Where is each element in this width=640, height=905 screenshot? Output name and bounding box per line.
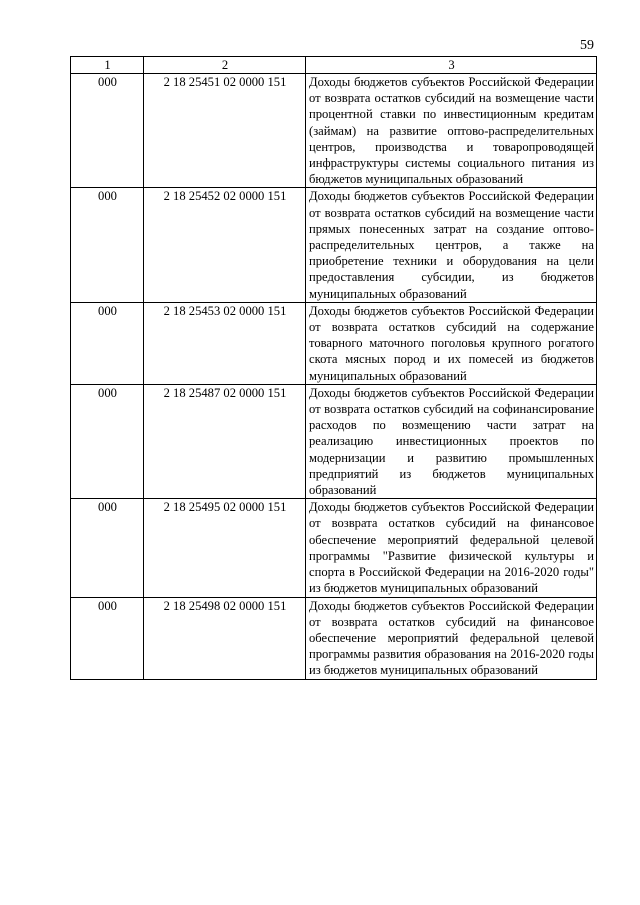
description-cell: Доходы бюджетов субъектов Российской Федерации от возврата остатков субсидий на содержание товарного маточного поголовья крупного рогатого скота мясных пород и их помесей из бюджетов муниципальных образований [306,302,597,384]
kbk-code-cell: 2 18 25451 02 0000 151 [144,74,306,188]
table-row [71,302,597,384]
table-row [71,188,597,302]
description-cell: Доходы бюджетов субъектов Российской Федерации от возврата остатков субсидий на возмещение части прямых понесенных затрат на создание оптово-распределительных центров, а также на приобретение техники и оборудования на цели предоставления субсидии, из бюджетов муниципальных образований [306,188,597,302]
table-row [71,499,597,597]
kbk-code-cell: 2 18 25453 02 0000 151 [144,302,306,384]
table-row [71,597,597,679]
admin-code-cell: 000 [71,597,144,679]
description-cell: Доходы бюджетов субъектов Российской Федерации от возврата остатков субсидий на софинансирование расходов по возмещению части затрат на реализацию инвестиционных проектов по модернизации и развитию промышленных предприятий из бюджетов муниципальных образований [306,384,597,498]
kbk-code-cell: 2 18 25487 02 0000 151 [144,384,306,498]
admin-code-cell: 000 [71,302,144,384]
description-cell: Доходы бюджетов субъектов Российской Федерации от возврата остатков субсидий на финансовое обеспечение мероприятий федеральной целевой программы развития образования на 2016-2020 годы из бюджетов муниципальных образований [306,597,597,679]
description-cell: Доходы бюджетов субъектов Российской Федерации от возврата остатков субсидий на возмещение части процентной ставки по инвестиционным кредитам (займам) на развитие оптово-распределительных центров, производства и товаропроводящей инфраструктуры системы социального питания из бюджетов муниципальных образований [306,74,597,188]
kbk-code-cell: 2 18 25452 02 0000 151 [144,188,306,302]
description-cell: Доходы бюджетов субъектов Российской Федерации от возврата остатков субсидий на финансовое обеспечение мероприятий федеральной целевой программы "Развитие физической культуры и спорта в Российской Федерации на 2016-2020 годы" из бюджетов муниципальных образований [306,499,597,597]
column-header-3: 3 [306,57,597,74]
admin-code-cell: 000 [71,188,144,302]
table-row [71,74,597,188]
admin-code-cell: 000 [71,74,144,188]
kbk-code-cell: 2 18 25498 02 0000 151 [144,597,306,679]
admin-code-cell: 000 [71,384,144,498]
budget-revenue-table [70,56,597,680]
page-number: 59 [580,38,594,53]
column-header-2: 2 [144,57,306,74]
table-header-row [71,57,597,74]
admin-code-cell: 000 [71,499,144,597]
table-row [71,384,597,498]
column-header-1: 1 [71,57,144,74]
kbk-code-cell: 2 18 25495 02 0000 151 [144,499,306,597]
